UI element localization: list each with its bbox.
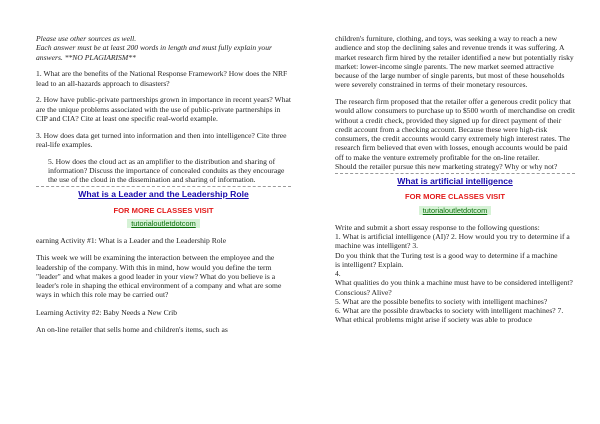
instructions-requirements: Each answer must be at least 200 words in length and must fully explain your answers. **NO PLAGIARISM** bbox=[36, 43, 272, 62]
site-link[interactable]: tutorialoutletdotcom bbox=[419, 206, 492, 215]
section-title-ai[interactable]: What is artificial intelligence bbox=[397, 176, 513, 186]
left-column bbox=[36, 0, 291, 334]
section-title-leadership[interactable]: What is a Leader and the Leadership Role bbox=[78, 189, 249, 200]
scenario-paragraph-2: The research firm proposed that the retailer offer a generous credit policy that would allow consumers to purchase up to $500 worth of merchandise on credit without a credit check, provided they signed up for direct payment of their credit account from a checking account. Because these were high-risk consumers, the credit accounts would carry extremely high interest rates. The research firm believed that even with losses, enough accounts would be paid off to make the venture extremely profitable for the on-line retailer. bbox=[335, 97, 575, 162]
activity-2-body: An on-line retailer that sells home and children's items, such as bbox=[36, 324, 228, 334]
question-2: 2. How have public-private partnerships grown in importance in recent years? What are the unique problems associated with the use of public-private partnerships in CIP and CIA? Cite at least one specific real-world example. bbox=[36, 95, 292, 123]
promo-text: FOR MORE CLASSES VISIT bbox=[113, 205, 214, 215]
question-1: 1. What are the benefits of the National Response Framework? How does the NRF lead to an all-hazards approach to disasters? bbox=[36, 69, 288, 88]
instructions-line: Please use other sources as well. bbox=[36, 34, 137, 43]
activity-1-body: This week we will be examining the interaction between the employee and the leadership of the company. With this in mind, how would you define the term "leader" and what makes a good leader in your view? What do you believe is a leader's role in shaping the ethical environment of a company and what are some ways in which this role may be carried out? bbox=[36, 253, 282, 300]
section-divider bbox=[36, 186, 291, 187]
scenario-paragraph-1: children's furniture, clothing, and toys, was seeking a way to reach a new audience and stop the declining sales and revenue trends it was suffering. A market research firm hired by the retailer identified a new but potentially risky market: lower-income single parents. The new market seemed attractive because of the large number of single parents, but most of these households were severely constrained in terms of their monetary resources. bbox=[335, 34, 574, 90]
essay-questions: 1. What is artificial intelligence (AI)? 2. How would you try to determine if a machine was intelligent? 3. Do you think that the Turing test is a good way to determine if a machine is intelligent? Explain. 4. What qualities do you think a machine must have to be considered intelligent? Conscious? Alive? 5. What are the possible benefits to society with intelligent machines? 6. What are the possible drawbacks to society with intelligent machines? 7. What ethical problems might arise if society was able to produce bbox=[335, 232, 573, 325]
site-link[interactable]: tutorialoutletdotcom bbox=[127, 219, 200, 228]
essay-intro: Write and submit a short essay response to the following questions: bbox=[335, 222, 540, 232]
section-divider bbox=[335, 173, 575, 174]
question-5: 5. How does the cloud act as an amplifier to the distribution and sharing of information? Discuss the importance of concealed conduits as they encourage the use of the cloud in the dissemination and sharing of information. bbox=[48, 156, 285, 184]
scenario-question: Should the retailer pursue this new marketing strategy? Why or why not? bbox=[335, 161, 558, 171]
promo-text: FOR MORE CLASSES VISIT bbox=[405, 192, 505, 202]
activity-2-heading: Learning Activity #2: Baby Needs a New Crib bbox=[36, 307, 178, 317]
activity-1-heading: earning Activity #1: What is a Leader and the Leadership Role bbox=[36, 236, 227, 246]
question-3: 3. How does data get turned into information and then into intelligence? Cite three real-life examples. bbox=[36, 130, 287, 149]
right-column bbox=[335, 0, 575, 325]
